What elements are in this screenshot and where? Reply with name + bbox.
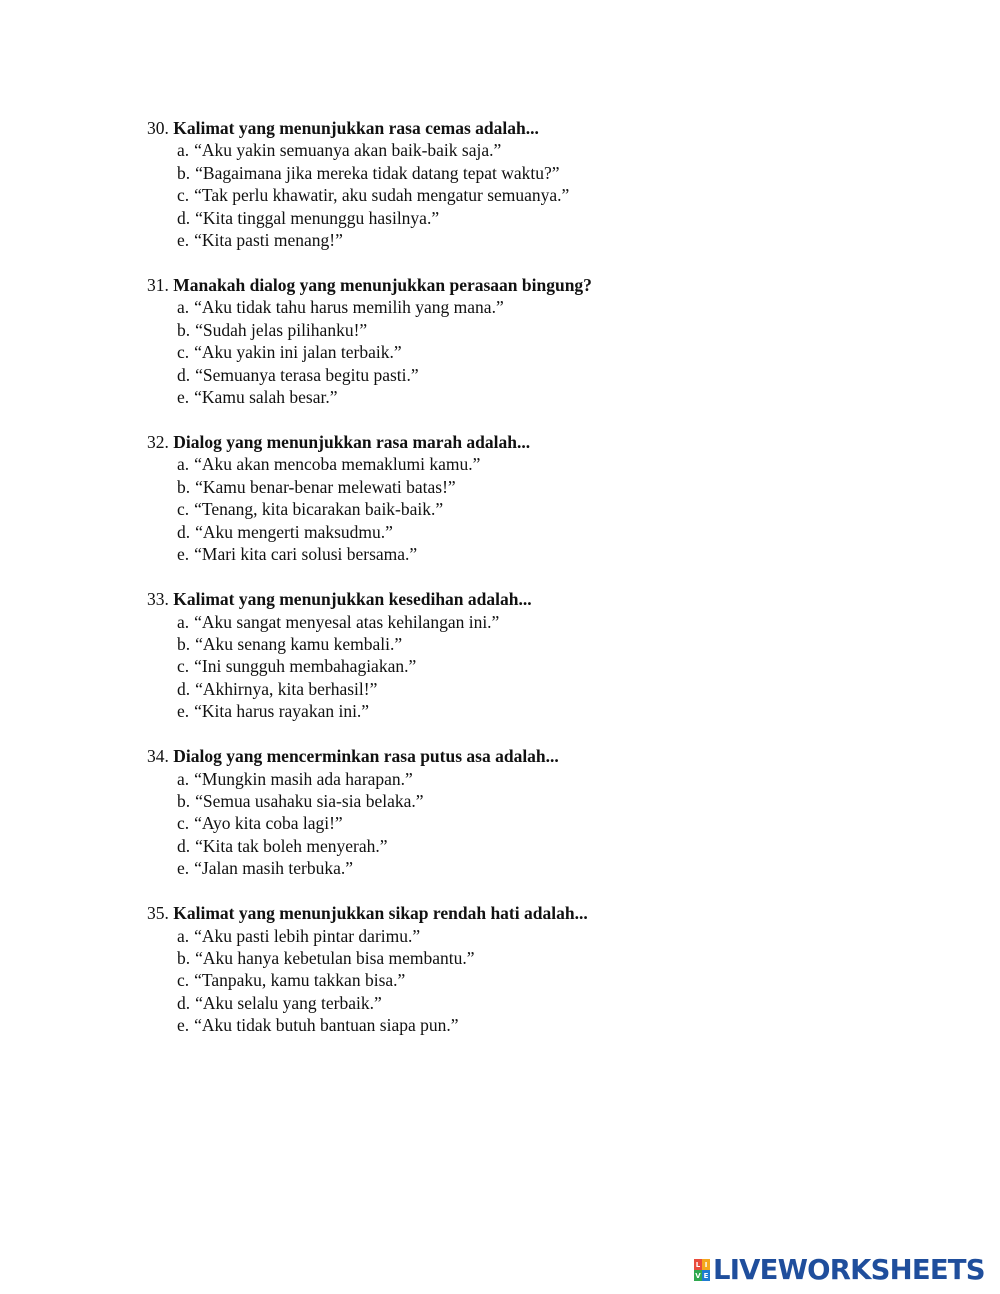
option-letter: c.: [177, 656, 190, 677]
answer-option: [177, 700, 947, 722]
option-text: “Tenang, kita bicarakan baik-baik.”: [194, 499, 444, 520]
question-item: [147, 745, 947, 879]
option-text: “Aku yakin ini jalan terbaik.”: [194, 342, 402, 363]
answer-option: [177, 139, 947, 161]
option-letter: e.: [177, 230, 190, 251]
answer-option: [177, 386, 947, 408]
answer-option: [177, 162, 947, 184]
answer-option: [177, 857, 947, 879]
option-text: “Aku senang kamu kembali.”: [195, 633, 403, 654]
option-text: “Aku pasti lebih pintar darimu.”: [194, 925, 421, 946]
question-item: [147, 902, 947, 1036]
option-letter: a.: [177, 768, 190, 789]
option-letter: e.: [177, 701, 190, 722]
answer-option: [177, 341, 947, 363]
question-stem: [147, 274, 947, 296]
answer-option: [177, 611, 947, 633]
option-text: “Ini sungguh membahagiakan.”: [194, 656, 417, 677]
option-text: “Akhirnya, kita berhasil!”: [195, 678, 378, 699]
logo-text: LIVEWORKSHEETS: [713, 1254, 985, 1286]
answer-option: [177, 655, 947, 677]
option-letter: d.: [177, 364, 191, 385]
answer-option: [177, 947, 947, 969]
answer-option: [177, 476, 947, 498]
answer-option: [177, 969, 947, 991]
option-text: “Jalan masih terbuka.”: [194, 858, 354, 879]
question-number: 31.: [147, 275, 169, 296]
question-text: Kalimat yang menunjukkan kesedihan adalah...: [173, 589, 532, 610]
option-letter: b.: [177, 162, 191, 183]
option-text: “Aku tidak butuh bantuan siapa pun.”: [194, 1015, 459, 1036]
option-letter: d.: [177, 992, 191, 1013]
option-text: “Kita tinggal menunggu hasilnya.”: [195, 207, 440, 228]
question-item: [147, 117, 947, 251]
answer-option: [177, 364, 947, 386]
answer-option: [177, 812, 947, 834]
option-text: “Aku mengerti maksudmu.”: [195, 521, 393, 542]
question-text: Dialog yang menunjukkan rasa marah adalah...: [173, 432, 531, 453]
option-text: “Tak perlu khawatir, aku sudah mengatur semuanya.”: [194, 185, 570, 206]
option-list: [147, 768, 947, 880]
question-number: 32.: [147, 432, 169, 453]
option-text: “Kamu benar-benar melewati batas!”: [195, 476, 456, 497]
option-text: “Mari kita cari solusi bersama.”: [194, 544, 418, 565]
question-text: Kalimat yang menunjukkan rasa cemas adalah...: [173, 118, 539, 138]
question-number: 33.: [147, 589, 169, 610]
answer-option: [177, 835, 947, 857]
question-number: 34.: [147, 746, 169, 767]
answer-option: [177, 992, 947, 1014]
option-text: “Aku sangat menyesal atas kehilangan ini.”: [194, 611, 500, 632]
option-letter: e.: [177, 387, 190, 408]
option-text: “Aku selalu yang terbaik.”: [195, 992, 382, 1013]
question-text: Manakah dialog yang menunjukkan perasaan bingung?: [173, 275, 592, 296]
option-list: [147, 139, 947, 251]
question-list: [147, 117, 947, 1059]
option-text: “Aku tidak tahu harus memilih yang mana.”: [194, 297, 504, 318]
logo-mark-cell: V: [695, 1271, 701, 1280]
answer-option: [177, 319, 947, 341]
option-text: “Bagaimana jika mereka tidak datang tepat waktu?”: [195, 162, 560, 183]
option-letter: d.: [177, 521, 191, 542]
option-text: “Aku hanya kebetulan bisa membantu.”: [195, 947, 475, 968]
answer-option: [177, 296, 947, 318]
question-stem: [147, 588, 947, 610]
answer-option: [177, 521, 947, 543]
option-letter: b.: [177, 790, 191, 811]
answer-option: [177, 925, 947, 947]
question-stem: [147, 745, 947, 767]
option-text: “Kita harus rayakan ini.”: [194, 701, 370, 722]
liveworksheets-logo: [694, 1256, 985, 1284]
question-text: Kalimat yang menunjukkan sikap rendah hati adalah...: [173, 903, 588, 924]
question-text: Dialog yang mencerminkan rasa putus asa adalah...: [173, 746, 559, 767]
question-item: [147, 588, 947, 722]
question-item: [147, 274, 947, 408]
option-letter: a.: [177, 925, 190, 946]
logo-mark-icon: [694, 1259, 710, 1281]
question-item: [147, 431, 947, 565]
answer-option: [177, 790, 947, 812]
option-letter: c.: [177, 499, 190, 520]
option-text: “Ayo kita coba lagi!”: [194, 813, 343, 834]
answer-option: [177, 498, 947, 520]
option-list: [147, 453, 947, 565]
option-letter: c.: [177, 342, 190, 363]
answer-option: [177, 543, 947, 565]
option-letter: c.: [177, 813, 190, 834]
logo-mark-cell: L: [695, 1260, 701, 1269]
option-text: “Aku yakin semuanya akan baik-baik saja.”: [194, 140, 502, 161]
question-number: 35.: [147, 903, 169, 924]
option-list: [147, 925, 947, 1037]
logo-mark-cell: E: [703, 1271, 709, 1280]
option-letter: b.: [177, 633, 191, 654]
answer-option: [177, 1014, 947, 1036]
option-letter: b.: [177, 476, 191, 497]
answer-option: [177, 184, 947, 206]
answer-option: [177, 453, 947, 475]
option-letter: b.: [177, 947, 191, 968]
option-letter: d.: [177, 678, 191, 699]
option-letter: c.: [177, 185, 190, 206]
answer-option: [177, 207, 947, 229]
option-list: [147, 296, 947, 408]
option-text: “Tanpaku, kamu takkan bisa.”: [194, 970, 406, 991]
option-letter: e.: [177, 858, 190, 879]
option-letter: b.: [177, 319, 191, 340]
option-text: “Semuanya terasa begitu pasti.”: [195, 364, 419, 385]
option-letter: d.: [177, 835, 191, 856]
option-text: “Kita pasti menang!”: [194, 230, 343, 251]
option-letter: e.: [177, 1015, 190, 1036]
answer-option: [177, 229, 947, 251]
option-letter: a.: [177, 140, 190, 161]
question-number: 30.: [147, 118, 169, 138]
option-letter: a.: [177, 611, 190, 632]
option-text: “Semua usahaku sia-sia belaka.”: [195, 790, 424, 811]
option-letter: d.: [177, 207, 191, 228]
logo-mark-cell: I: [702, 1259, 710, 1270]
option-text: “Mungkin masih ada harapan.”: [194, 768, 413, 789]
option-list: [147, 611, 947, 723]
question-stem: [147, 431, 947, 453]
option-text: “Aku akan mencoba memaklumi kamu.”: [194, 454, 481, 475]
option-text: “Kamu salah besar.”: [194, 387, 338, 408]
answer-option: [177, 678, 947, 700]
question-stem: [147, 902, 947, 924]
option-letter: a.: [177, 297, 190, 318]
option-letter: e.: [177, 544, 190, 565]
option-letter: c.: [177, 970, 190, 991]
answer-option: [177, 768, 947, 790]
option-text: “Sudah jelas pilihanku!”: [195, 319, 368, 340]
answer-option: [177, 633, 947, 655]
question-stem: [147, 117, 947, 139]
option-text: “Kita tak boleh menyerah.”: [195, 835, 388, 856]
option-letter: a.: [177, 454, 190, 475]
